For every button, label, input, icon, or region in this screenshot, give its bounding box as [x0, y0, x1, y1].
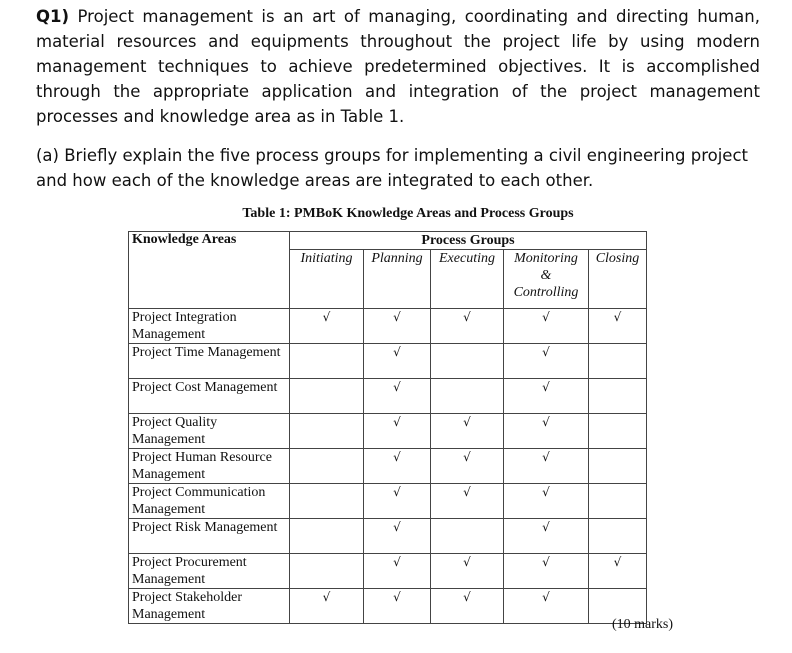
table-row: [129, 309, 647, 344]
knowledge-area-name: Project Human Resource Management: [129, 449, 290, 484]
table-row: [129, 379, 647, 414]
knowledge-area-name: Project Stakeholder Management: [129, 589, 290, 624]
table-body: [129, 309, 647, 624]
empty-cell: [589, 379, 647, 414]
check-mark-cell: √: [364, 519, 431, 554]
empty-cell: [290, 449, 364, 484]
knowledge-area-name: Project Time Management: [129, 344, 290, 379]
empty-cell: [589, 519, 647, 554]
empty-cell: [431, 519, 504, 554]
knowledge-area-name: Project Communication Management: [129, 484, 290, 519]
process-groups-header: Process Groups: [290, 232, 647, 250]
check-mark-cell: √: [504, 449, 589, 484]
check-mark-cell: √: [364, 414, 431, 449]
table-row: [129, 484, 647, 519]
empty-cell: [290, 344, 364, 379]
col-closing: Closing: [589, 250, 647, 309]
check-mark-cell: √: [589, 309, 647, 344]
knowledge-area-name: Project Quality Management: [129, 414, 290, 449]
check-mark-cell: √: [504, 484, 589, 519]
check-mark-cell: √: [431, 414, 504, 449]
empty-cell: [589, 344, 647, 379]
knowledge-area-name: Project Procurement Management: [129, 554, 290, 589]
question-intro-text: Project management is an art of managing, coordinating and directing human, material resources and equipments throughout the project life by using modern management techniques to achieve predetermined objectives. It is accomplished through the appropriate application and integration of the project management processes and knowledge area as in Table 1.: [36, 7, 760, 126]
question-intro: [36, 4, 760, 129]
check-mark-cell: √: [364, 589, 431, 624]
check-mark-cell: √: [290, 589, 364, 624]
check-mark-cell: √: [364, 449, 431, 484]
empty-cell: [290, 519, 364, 554]
check-mark-cell: √: [504, 414, 589, 449]
check-mark-cell: √: [431, 309, 504, 344]
check-mark-cell: √: [290, 309, 364, 344]
check-mark-cell: √: [504, 554, 589, 589]
check-mark-cell: √: [364, 554, 431, 589]
col-initiating: Initiating: [290, 250, 364, 309]
table-row: [129, 414, 647, 449]
table-row: [129, 519, 647, 554]
check-mark-cell: √: [364, 309, 431, 344]
knowledge-area-name: Project Cost Management: [129, 379, 290, 414]
col-planning: Planning: [364, 250, 431, 309]
question-text: [36, 4, 760, 193]
knowledge-area-name: Project Risk Management: [129, 519, 290, 554]
question-number: Q1): [36, 7, 70, 26]
check-mark-cell: √: [504, 519, 589, 554]
empty-cell: [290, 484, 364, 519]
knowledge-area-name: Project Integration Management: [129, 309, 290, 344]
knowledge-areas-header: Knowledge Areas: [129, 232, 290, 309]
check-mark-cell: √: [431, 484, 504, 519]
check-mark-cell: √: [504, 309, 589, 344]
check-mark-cell: √: [589, 554, 647, 589]
col-executing: Executing: [431, 250, 504, 309]
table-row: [129, 589, 647, 624]
check-mark-cell: √: [431, 554, 504, 589]
check-mark-cell: √: [364, 484, 431, 519]
empty-cell: [290, 414, 364, 449]
check-mark-cell: √: [504, 344, 589, 379]
empty-cell: [431, 344, 504, 379]
table-row: [129, 449, 647, 484]
empty-cell: [290, 554, 364, 589]
table-row: [129, 554, 647, 589]
marks-label: (10 marks): [612, 617, 674, 632]
table-row: [129, 344, 647, 379]
check-mark-cell: √: [504, 379, 589, 414]
question-part-a: (a) Briefly explain the five process groups for implementing a civil engineering project and how each of the knowledge areas are integrated to each other.: [36, 146, 748, 190]
empty-cell: [589, 484, 647, 519]
empty-cell: [589, 414, 647, 449]
empty-cell: [431, 379, 504, 414]
empty-cell: [290, 379, 364, 414]
check-mark-cell: √: [504, 589, 589, 624]
check-mark-cell: √: [431, 589, 504, 624]
col-monitoring-controlling: [504, 250, 589, 309]
check-mark-cell: √: [364, 379, 431, 414]
check-mark-cell: √: [364, 344, 431, 379]
col-monitoring-text: Monitoring & Controlling: [513, 251, 579, 300]
table-caption: Table 1: PMBoK Knowledge Areas and Process Groups: [242, 206, 574, 221]
pmbok-table: [128, 231, 647, 624]
empty-cell: [589, 449, 647, 484]
check-mark-cell: √: [431, 449, 504, 484]
